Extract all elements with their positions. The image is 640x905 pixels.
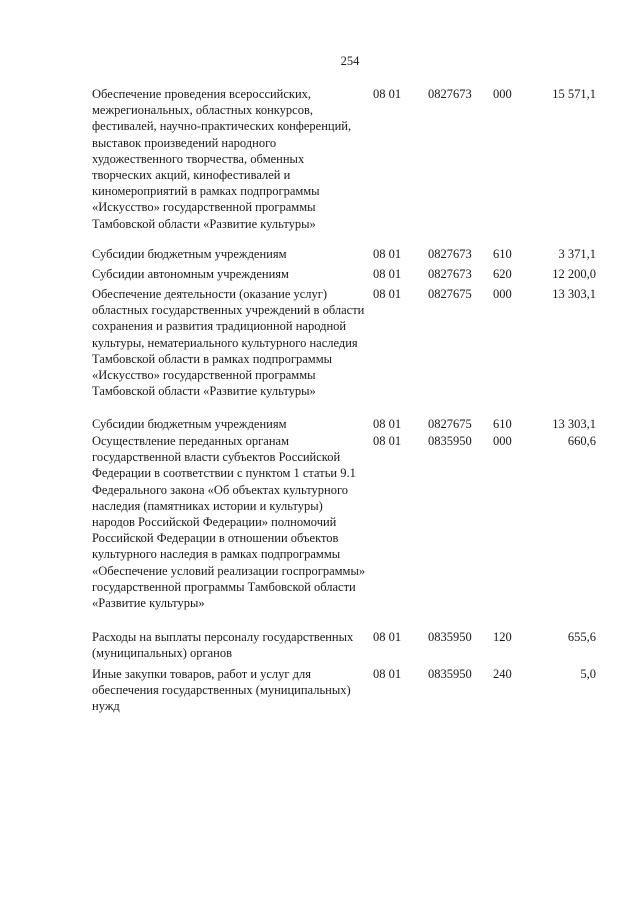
row-amount: 13 303,1 <box>552 417 596 431</box>
table-row <box>0 86 640 246</box>
row-expense-type: 240 <box>493 667 512 681</box>
row-section-code: 08 01 <box>373 630 402 644</box>
row-description: Субсидии бюджетным учреждениям <box>92 247 287 261</box>
row-target-code: 0827675 <box>428 287 472 301</box>
row-amount: 660,6 <box>567 434 596 448</box>
row-section-code: 08 01 <box>373 434 402 448</box>
row-section-code: 08 01 <box>373 247 402 261</box>
row-expense-type: 000 <box>493 434 512 448</box>
row-target-code: 0835950 <box>428 667 472 681</box>
row-description: Субсидии бюджетным учреждениям <box>92 417 287 431</box>
table-row <box>0 433 640 629</box>
row-description: Обеспечение проведения всероссийских, межрегиональных, областных конкурсов, фестивалей, научно-практических конференций, выставок произведений народного художественного творчества, обменных творческих акций, кинофестивалей и киномероприятий в рамках подпрограммы «Искусство» государственной программы Тамбовской области «Развитие культуры» <box>92 87 352 231</box>
row-description: Иные закупки товаров, работ и услуг для обеспечения государственных (муниципальных) нужд <box>92 667 351 714</box>
row-description: Осуществление переданных органам государственной власти субъектов Российской Федерации в соответствии с пунктом 1 статьи 9.1 Федерального закона «Об объектах культурного наследия (памятниках истории и культуры) народов Российской Федерации» полномочий Российской Федерации в отношении объектов культурного наследия в рамках подпрограммы «Обеспечение условий реализации госпрограммы» государственной программы Тамбовской области «Развитие культуры» <box>92 434 366 611</box>
table-row <box>0 286 640 416</box>
row-expense-type: 610 <box>493 417 512 431</box>
table-row <box>0 246 640 266</box>
row-target-code: 0835950 <box>428 434 472 448</box>
table-row <box>0 629 640 666</box>
row-expense-type: 000 <box>493 87 512 101</box>
row-description: Расходы на выплаты персоналу государственных (муниципальных) органов <box>92 630 354 661</box>
row-section-code: 08 01 <box>373 667 402 681</box>
row-section-code: 08 01 <box>373 417 402 431</box>
row-amount: 15 571,1 <box>552 87 596 101</box>
row-target-code: 0835950 <box>428 630 472 644</box>
row-expense-type: 120 <box>493 630 512 644</box>
row-amount: 3 371,1 <box>558 247 596 261</box>
row-expense-type: 000 <box>493 287 512 301</box>
row-amount: 13 303,1 <box>552 287 596 301</box>
row-target-code: 0827673 <box>428 247 472 261</box>
row-target-code: 0827675 <box>428 417 472 431</box>
row-target-code: 0827673 <box>428 267 472 281</box>
row-amount: 12 200,0 <box>552 267 596 281</box>
table-row <box>0 266 640 286</box>
budget-table <box>0 86 640 718</box>
row-description: Субсидии автономным учреждениям <box>92 267 289 281</box>
row-section-code: 08 01 <box>373 287 402 301</box>
table-row <box>0 666 640 718</box>
row-expense-type: 620 <box>493 267 512 281</box>
row-amount: 655,6 <box>567 630 596 644</box>
row-amount: 5,0 <box>580 667 596 681</box>
row-target-code: 0827673 <box>428 87 472 101</box>
page-number: 254 <box>340 54 360 68</box>
row-section-code: 08 01 <box>373 267 402 281</box>
row-section-code: 08 01 <box>373 87 402 101</box>
table-row <box>0 416 640 433</box>
row-expense-type: 610 <box>493 247 512 261</box>
row-description: Обеспечение деятельности (оказание услуг) областных государственных учреждений в области сохранения и развития традиционной народной культуры, нематериального культурного наследия Тамбовской области в рамках подпрограммы «Искусство» государственной программы Тамбовской области «Развитие культуры» <box>92 287 365 399</box>
